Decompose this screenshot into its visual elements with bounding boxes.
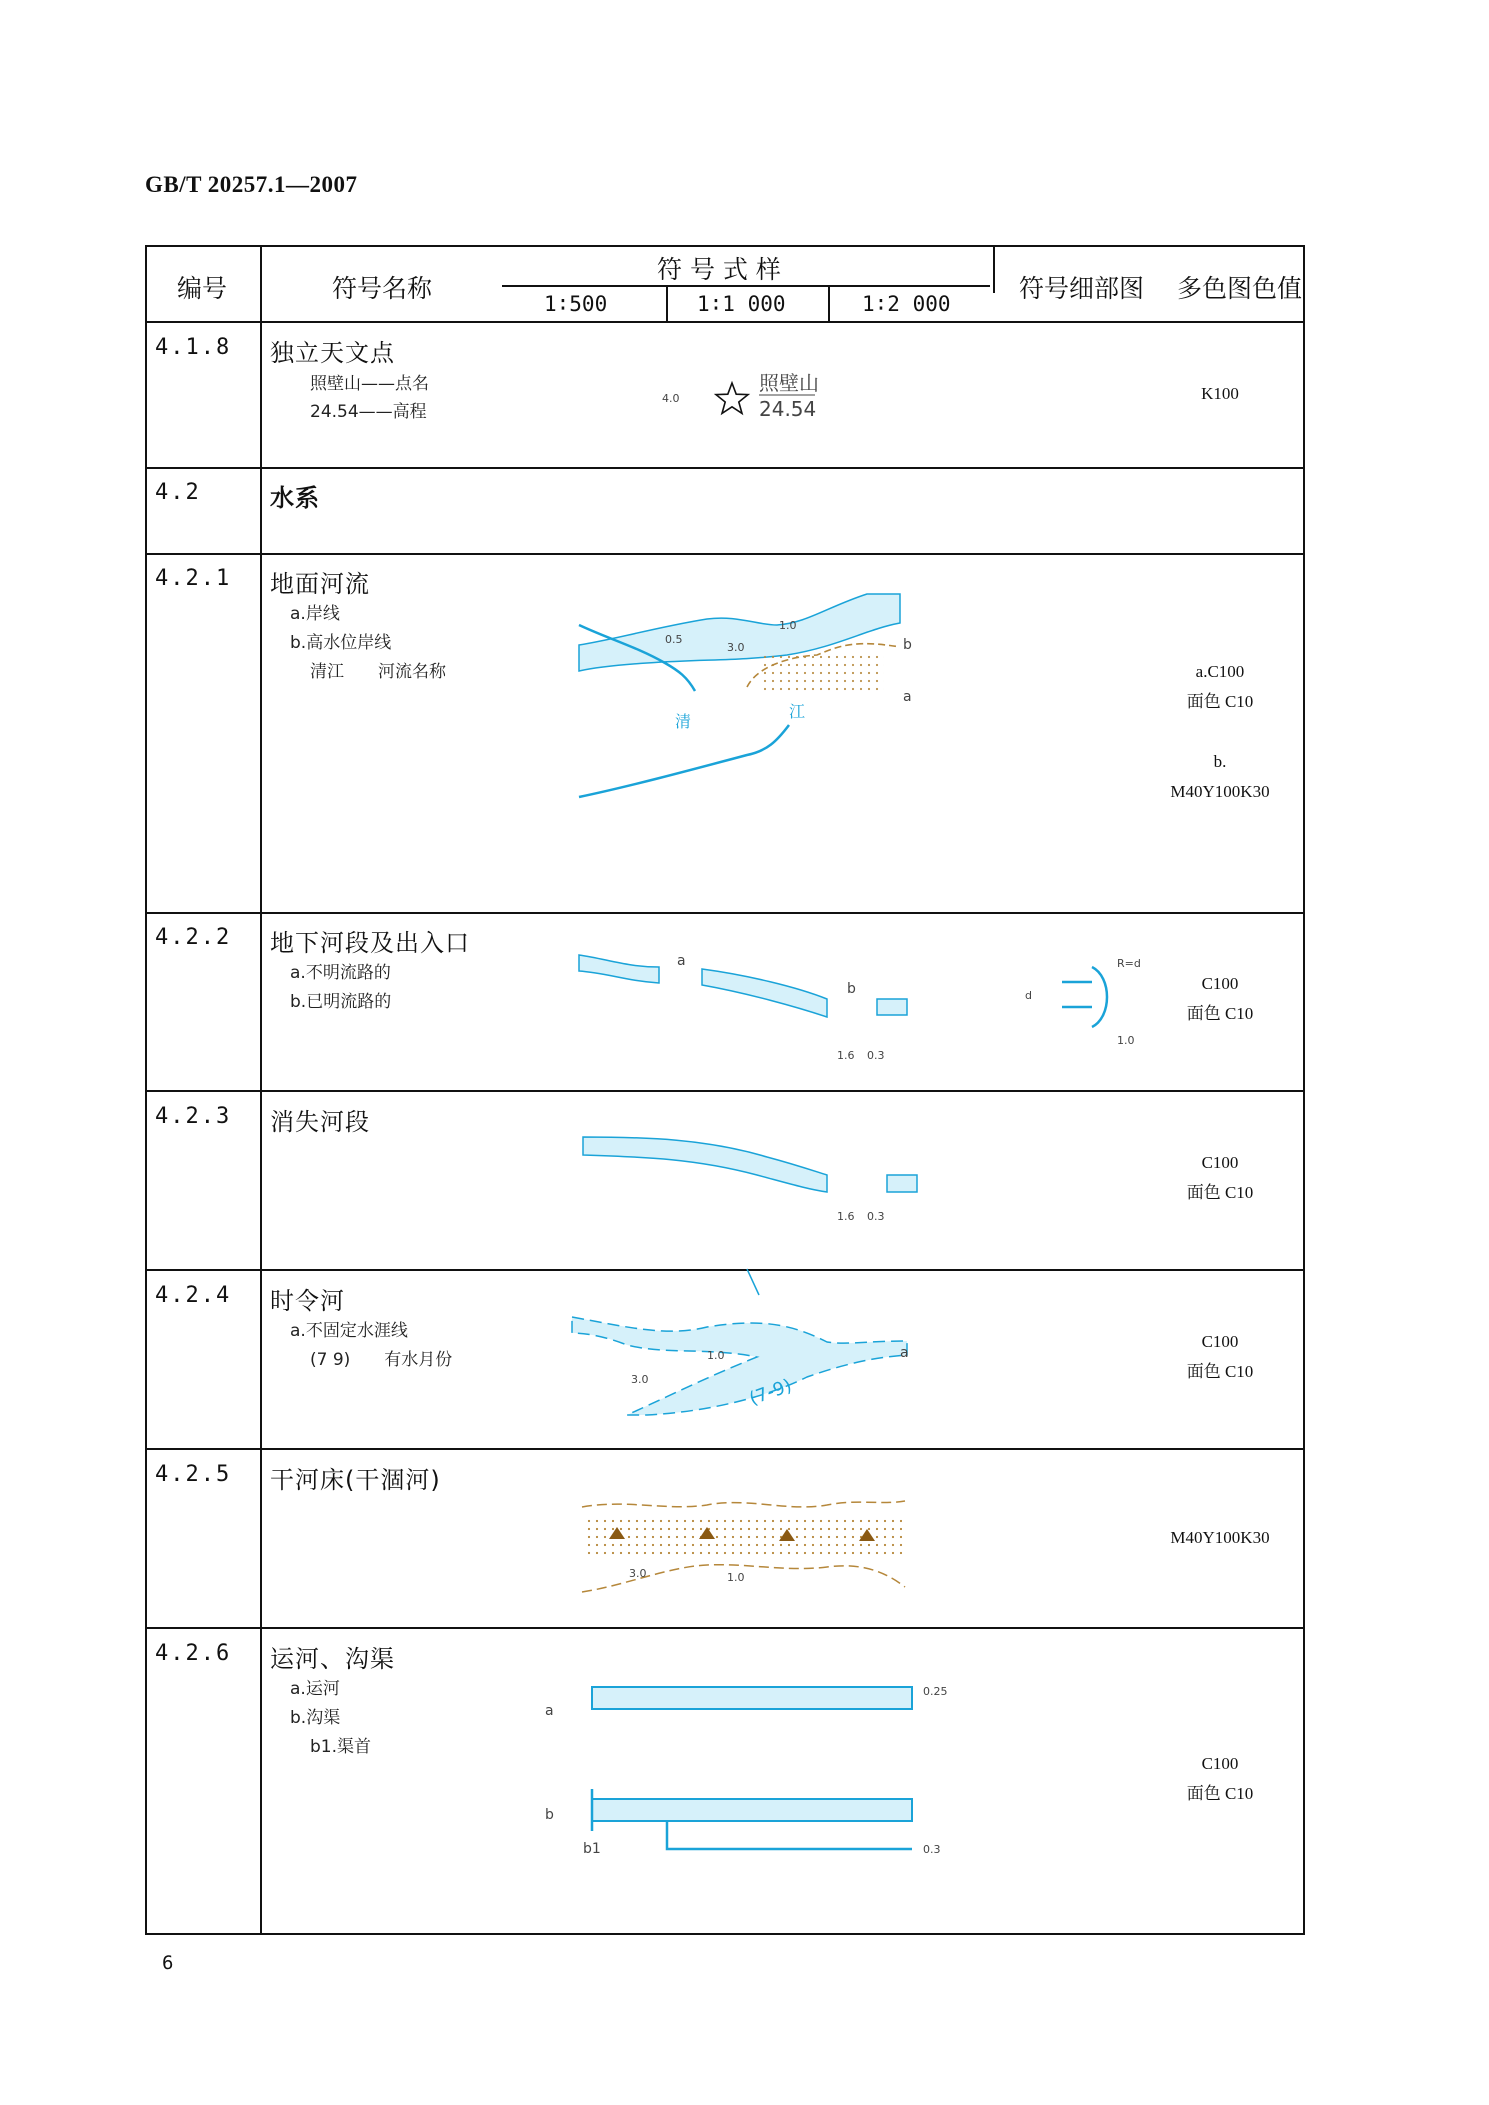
row-id: 4.2.3 [155,1104,232,1129]
width-label: 0.25 [923,1685,948,1698]
river-name-char: 清 [675,712,692,731]
row-sub: a.运河 [290,1679,340,1699]
row-id: 4.1.8 [155,335,232,360]
color-line: 面色 C10 [1186,1183,1254,1202]
underground-river-symbol [579,953,1141,1062]
header-detail: 符号细部图 [1019,274,1145,303]
row-sub: a.岸线 [290,604,340,624]
row-id: 4.2.5 [155,1462,232,1487]
width-label: 1.6 [837,1049,855,1062]
row-id: 4.2.6 [155,1641,232,1666]
color-line: C100 [1201,1754,1239,1773]
dry-river-symbol [582,1501,905,1592]
row-id: 4.2 [155,480,201,505]
river-water [887,1175,917,1192]
color-value [1140,657,1300,807]
row-sub: b.已明流路的 [290,992,392,1012]
color-line: 面色 C10 [1186,1004,1254,1023]
width-label: 0.5 [665,633,683,646]
color-value [1140,1749,1300,1809]
water-months: (7-9) [746,1375,795,1410]
doc-code: GB/T 20257.1—2007 [145,172,358,197]
label-a: a [900,1345,909,1361]
ditch-line [667,1821,912,1849]
row-sub: 24.54——高程 [310,402,427,422]
color-value [1140,969,1300,1029]
star-icon [716,383,748,413]
seasonal-river-symbol [572,1269,909,1415]
vanishing-river-symbol [583,1137,917,1223]
color-value: M40Y100K30 [1170,1528,1270,1547]
row-sub: 清江 河流名称 [310,662,446,682]
width-label: 1.0 [707,1349,725,1362]
elevation: 24.54 [759,397,817,421]
color-line: a.C100 [1195,662,1245,681]
label-b: b [903,637,912,653]
dry-bank [582,1501,905,1507]
width-label: 1.6 [837,1210,855,1223]
header-id: 编号 [177,274,228,303]
row-title: 地面河流 [270,570,370,598]
row-id: 4.2.2 [155,925,232,950]
tributary-line [747,1269,759,1295]
canal-a [592,1687,912,1709]
row-title: 独立天文点 [270,339,395,367]
detail-arc [1092,967,1107,1027]
ditch-b [592,1799,912,1821]
row-sub: b.沟渠 [290,1708,341,1728]
river-water [583,1137,827,1192]
width-label: 3.0 [629,1567,647,1580]
river-name-char: 江 [789,702,806,721]
canal-symbol [545,1685,948,1857]
river-segment [579,955,659,983]
label-b: b [545,1807,554,1823]
row-title: 干河床(干涸河) [270,1466,441,1494]
page-number: 6 [162,1952,174,1974]
scale-500: 1∶500 [544,292,608,316]
label-a: a [677,953,686,969]
row-sub: a.不固定水涯线 [290,1321,408,1341]
color-value [1140,1148,1300,1208]
row-sub: b.高水位岸线 [290,633,392,653]
width-label: 0.3 [923,1843,941,1856]
width-label: 1.0 [727,1571,745,1584]
color-spacer [1140,717,1300,747]
row-sub: a.不明流路的 [290,963,391,983]
color-line: 面色 C10 [1186,692,1254,711]
detail-label: d [1025,989,1032,1002]
color-line: 面色 C10 [1186,1784,1254,1803]
detail-lines [1062,982,1092,1007]
ground-river-symbol [579,594,912,797]
row-title: 时令河 [270,1287,345,1315]
detail-label: 1.0 [1117,1034,1135,1047]
row-id: 4.2.1 [155,566,232,591]
width-label: 3.0 [727,641,745,654]
label-b: b [847,981,856,997]
header-color: 多色图色值 [1177,274,1303,303]
high-water-area [759,655,884,691]
river-segment [877,999,907,1015]
row-id: 4.2.4 [155,1283,232,1308]
row-title: 运河、沟渠 [270,1645,395,1673]
dry-bed-fill [584,1515,902,1555]
color-line: C100 [1201,974,1239,993]
row-sub: (7 9) 有水月份 [310,1350,453,1370]
row-sub: 照壁山——点名 [310,374,429,394]
color-line: b. [1213,752,1227,771]
row-title: 地下河段及出入口 [270,929,470,957]
row-title: 水系 [270,484,320,512]
bank-line-a [579,725,789,797]
label-b1: b1 [583,1841,601,1857]
width-label: 0.3 [867,1210,885,1223]
river-segment [702,969,827,1017]
header-name: 符号名称 [332,274,433,303]
color-value [1140,1327,1300,1387]
scale-2000: 1∶2 000 [862,292,951,316]
color-line: 面色 C10 [1186,1362,1254,1381]
astronomic-point-symbol [662,371,819,421]
row-sub: b1.渠首 [310,1737,372,1757]
width-label: 1.0 [779,619,797,632]
color-line: M40Y100K30 [1170,782,1270,801]
label-a: a [903,689,912,705]
color-line: C100 [1201,1332,1239,1351]
row-title: 消失河段 [270,1108,370,1136]
width-label: 3.0 [631,1373,649,1386]
detail-label: R=d [1117,957,1141,970]
symbol-table [145,245,1305,1935]
size-label: 4.0 [662,392,680,405]
scale-1000: 1∶1 000 [697,292,786,316]
color-line: C100 [1201,1153,1239,1172]
width-label: 0.3 [867,1049,885,1062]
label-a: a [545,1703,554,1719]
color-value: K100 [1201,384,1239,403]
point-name: 照壁山 [759,371,819,395]
river-water [572,1317,907,1415]
header-style: 符 号 式 样 [657,255,781,284]
